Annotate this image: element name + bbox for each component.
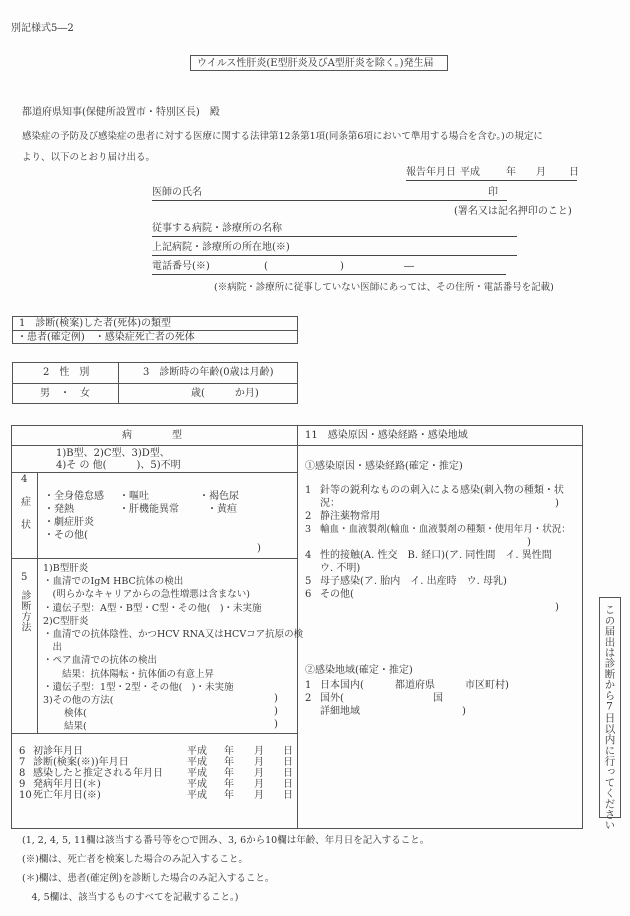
region-title[interactable]: ②感染地域(確定・推定) bbox=[305, 665, 413, 676]
hospital-name-field[interactable] bbox=[152, 222, 517, 237]
form-code: 別記様式5―2 bbox=[11, 23, 74, 34]
symptom-brown-urine[interactable]: ・褐色尿 bbox=[199, 491, 239, 502]
disease-type-header: 病 型 bbox=[122, 430, 182, 441]
date-month: 月 bbox=[254, 757, 264, 768]
date-month: 月 bbox=[254, 779, 264, 790]
region-abroad[interactable] bbox=[305, 694, 575, 720]
diagnosis-line[interactable]: ・遺伝子型：1型・2型・その他( )・未実施 bbox=[43, 681, 234, 693]
symptom-other[interactable]: ・その他( bbox=[44, 530, 88, 541]
cause-close: ) bbox=[527, 537, 531, 548]
date-era: 平成 bbox=[187, 790, 207, 801]
cause-item-transfusion[interactable] bbox=[305, 525, 575, 551]
deadline-note: この届出は診断から7日以内に行ってください bbox=[603, 604, 616, 831]
phone-field[interactable] bbox=[152, 260, 506, 275]
dates-block bbox=[19, 747, 295, 802]
abroad-close: ) bbox=[462, 706, 466, 717]
date-label: 感染したと推定される年月日 bbox=[33, 768, 163, 779]
report-date-label: 報告年月日 bbox=[406, 167, 456, 178]
symptom-fatigue[interactable]: ・全身倦怠感 bbox=[44, 491, 104, 502]
diagnosis-line[interactable]: 結果：抗体陽転・抗体価の有意上昇 bbox=[43, 668, 215, 680]
page-title: ウイルス性肝炎(E型肝炎及びA型肝炎を除く。)発生届 bbox=[197, 58, 434, 69]
date-era: 平成 bbox=[187, 746, 207, 757]
addressee: 都道府県知事(保健所設置市・特別区長) 殿 bbox=[22, 107, 220, 118]
date-year: 年 bbox=[224, 790, 234, 801]
date-month: 月 bbox=[254, 746, 264, 757]
other-method-field[interactable] bbox=[43, 694, 303, 707]
seal-mark: 印 bbox=[488, 187, 498, 198]
cause-list bbox=[305, 486, 575, 616]
cause-cont: 況： bbox=[320, 498, 340, 509]
phone-dash: ― bbox=[404, 261, 414, 272]
date-num: 7 bbox=[19, 757, 26, 768]
diagnosis-line: 出 bbox=[43, 642, 63, 654]
date-era: 平成 bbox=[187, 768, 207, 779]
result-field[interactable] bbox=[43, 720, 303, 733]
cause-item-sexual[interactable] bbox=[305, 551, 575, 577]
date-label: 診断(検案(※))年月日 bbox=[33, 757, 129, 768]
symptom-jaundice[interactable]: ・黄疸 bbox=[207, 504, 237, 515]
footnote-4: 4, 5欄は、該当するものすべてを記載すること。) bbox=[22, 892, 239, 903]
cause-num: 3 bbox=[305, 524, 312, 535]
diagnosis-number: 5 bbox=[21, 572, 28, 583]
cause-text: 針等の鋭利なものの刺入による感染(刺入物の種類・状 bbox=[320, 485, 564, 496]
cause-item-other[interactable] bbox=[305, 590, 575, 616]
cause-cont: ウ. 不明) bbox=[320, 563, 361, 574]
region-num: 2 bbox=[305, 693, 312, 704]
report-date-month: 月 bbox=[536, 167, 546, 178]
signature-note: (署名又は記名押印のこと) bbox=[454, 206, 572, 217]
cause-text: その他( bbox=[320, 589, 354, 600]
cause-num: 4 bbox=[305, 550, 312, 561]
date-year: 年 bbox=[224, 746, 234, 757]
report-date-day: 日 bbox=[569, 167, 579, 178]
preamble-line1: 感染症の予防及び感染症の患者に対する医療に関する法律第12条第1項(同条第6項において準用する場合を含む。)の規定に bbox=[22, 131, 543, 142]
address-note: (※病院・診療所に従事していない医師にあっては、その住所・電話番号を記載) bbox=[214, 282, 554, 293]
phone-paren-close: ) bbox=[340, 261, 344, 272]
result-close: ) bbox=[274, 719, 278, 730]
hospital-address-label: 上記病院・診療所の所在地(※) bbox=[152, 242, 290, 253]
domestic-city: 市区町村) bbox=[465, 680, 509, 691]
date-day: 日 bbox=[283, 779, 293, 790]
diagnosis-line: (明らかなキャリアからの急性増悪は含まない) bbox=[43, 589, 250, 601]
section1-options[interactable]: ・患者(確定例) ・感染症死亡者の死体 bbox=[17, 332, 195, 343]
disease-type-line1[interactable]: 1)B型、2)C型、3)D型、 bbox=[56, 448, 170, 459]
diagnosis-label: 診断方法 bbox=[19, 590, 30, 632]
date-label: 発病年月日(＊) bbox=[33, 779, 101, 790]
date-year: 年 bbox=[224, 757, 234, 768]
sex-header: 2 性 別 bbox=[43, 367, 90, 378]
doctor-name-label: 医師の氏名 bbox=[152, 187, 202, 198]
specimen-field[interactable] bbox=[43, 707, 303, 720]
footnote-3: (＊)欄は、患者(確定例)を診断した場合のみ記入すること。 bbox=[22, 873, 275, 884]
section2-3-box bbox=[12, 362, 298, 404]
date-day: 日 bbox=[283, 768, 293, 779]
date-day: 日 bbox=[283, 790, 293, 801]
symptom-other-close: ) bbox=[257, 543, 261, 554]
report-date-era: 平成 bbox=[460, 167, 480, 178]
abroad-detail: 詳細地域 bbox=[320, 706, 360, 717]
cause-num: 5 bbox=[305, 576, 312, 587]
report-date-year: 年 bbox=[506, 167, 516, 178]
cause-close: ) bbox=[555, 602, 559, 613]
age-header: 3 診断時の年齢(0歳は月齢) bbox=[143, 367, 274, 378]
cause-close: ) bbox=[555, 498, 559, 509]
section1-header: 1 診断(検案)した者(死体)の類型 bbox=[19, 318, 171, 329]
cause-text: 静注薬物常用 bbox=[320, 511, 380, 522]
symptom-fever[interactable]: ・発熱 bbox=[44, 504, 74, 515]
diagnosis-line[interactable]: 1)B型肝炎 bbox=[43, 563, 89, 574]
symptoms-char-1: 症 bbox=[21, 497, 31, 508]
date-month: 月 bbox=[254, 790, 264, 801]
cause-num: 2 bbox=[305, 511, 312, 522]
cause-text: 母子感染(ア. 胎内 イ. 出産時 ウ. 母乳) bbox=[320, 576, 507, 587]
section1-box bbox=[12, 316, 298, 344]
title-box bbox=[190, 55, 448, 71]
date-row-death[interactable] bbox=[19, 791, 295, 802]
phone-paren-open: ( bbox=[264, 261, 268, 272]
date-era: 平成 bbox=[187, 779, 207, 790]
report-date-field[interactable] bbox=[406, 166, 577, 181]
symptom-liver-abnormal[interactable]: ・肝機能異常 bbox=[119, 504, 179, 515]
date-num: 8 bbox=[19, 768, 26, 779]
cause-title[interactable]: ①感染原因・感染経路(確定・推定) bbox=[305, 461, 463, 472]
date-day: 日 bbox=[283, 746, 293, 757]
infection-header: 11 感染原因・感染経路・感染地域 bbox=[305, 430, 468, 441]
diagnosis-line[interactable]: ・血清でのIgM HBC抗体の検出 bbox=[43, 576, 184, 588]
symptoms-number: 4 bbox=[21, 474, 28, 485]
specimen-label: 検体( bbox=[64, 708, 87, 720]
date-year: 年 bbox=[224, 779, 234, 790]
date-day: 日 bbox=[283, 757, 293, 768]
footnote-1: (1, 2, 4, 5, 11欄は該当する番号等を○で囲み、3, 6から10欄は年齢、年月日を記入すること。 bbox=[22, 835, 430, 846]
date-label: 死亡年月日(※) bbox=[33, 790, 101, 801]
cause-item-needle[interactable] bbox=[305, 486, 575, 512]
diagnosis-line[interactable]: 2)C型肝炎 bbox=[43, 615, 89, 627]
age-field[interactable]: 歳( か月) bbox=[191, 388, 259, 399]
diagnosis-line[interactable]: ・遺伝子型：A型・B型・C型・その他( )・未実施 bbox=[43, 602, 262, 614]
main-table bbox=[11, 425, 583, 829]
hospital-address-field[interactable] bbox=[152, 241, 517, 256]
domestic-prefecture: 都道府県 bbox=[395, 680, 435, 691]
diagnosis-methods bbox=[43, 562, 303, 734]
doctor-name-field[interactable] bbox=[152, 186, 507, 201]
diagnosis-line[interactable]: ・ペア血清での抗体の検出 bbox=[43, 655, 158, 667]
date-num: 10 bbox=[19, 790, 32, 801]
preamble-line2: より、以下のとおり届け出る。 bbox=[22, 152, 156, 163]
date-year: 年 bbox=[224, 768, 234, 779]
date-label: 初診年月日 bbox=[33, 746, 83, 757]
cause-text: 輸血・血液製剤(輸血・血液製剤の種類・使用年月・状況： bbox=[320, 524, 571, 535]
disease-type-line2[interactable]: 4)そ の 他( )、5)不明 bbox=[56, 460, 181, 471]
cause-num: 6 bbox=[305, 589, 312, 600]
date-month: 月 bbox=[254, 768, 264, 779]
date-num: 9 bbox=[19, 779, 26, 790]
phone-label: 電話番号(※) bbox=[152, 261, 210, 272]
footnote-2: (※)欄は、死亡者を検案した場合のみ記入すること。 bbox=[22, 854, 248, 865]
deadline-note-box bbox=[599, 597, 621, 831]
result-label: 結果( bbox=[64, 721, 87, 733]
hospital-name-label: 従事する病院・診療所の名称 bbox=[152, 223, 282, 234]
other-method-close: ) bbox=[274, 693, 278, 704]
specimen-close: ) bbox=[274, 706, 278, 717]
symptom-fulminant[interactable]: ・劇症肝炎 bbox=[44, 517, 94, 528]
region-num: 1 bbox=[305, 680, 312, 691]
cause-num: 1 bbox=[305, 485, 312, 496]
cause-text: 性的接触(A. 性交 B. 経口)(ア. 同性間 イ. 異性間 bbox=[320, 550, 552, 561]
symptom-vomit[interactable]: ・嘔吐 bbox=[119, 491, 149, 502]
diagnosis-line[interactable]: ・血清での抗体陰性、かつHCV RNA又はHCVコア抗原の検 bbox=[43, 629, 304, 641]
date-num: 6 bbox=[19, 746, 26, 757]
symptoms-char-2: 状 bbox=[21, 520, 31, 531]
domestic-label: 日本国内( bbox=[320, 680, 364, 691]
other-method-label: 3)その他の方法( bbox=[43, 695, 114, 707]
sex-options[interactable]: 男 ・ 女 bbox=[40, 388, 90, 399]
abroad-label: 国外( bbox=[320, 693, 344, 704]
date-era: 平成 bbox=[187, 757, 207, 768]
abroad-country: 国 bbox=[433, 693, 443, 704]
